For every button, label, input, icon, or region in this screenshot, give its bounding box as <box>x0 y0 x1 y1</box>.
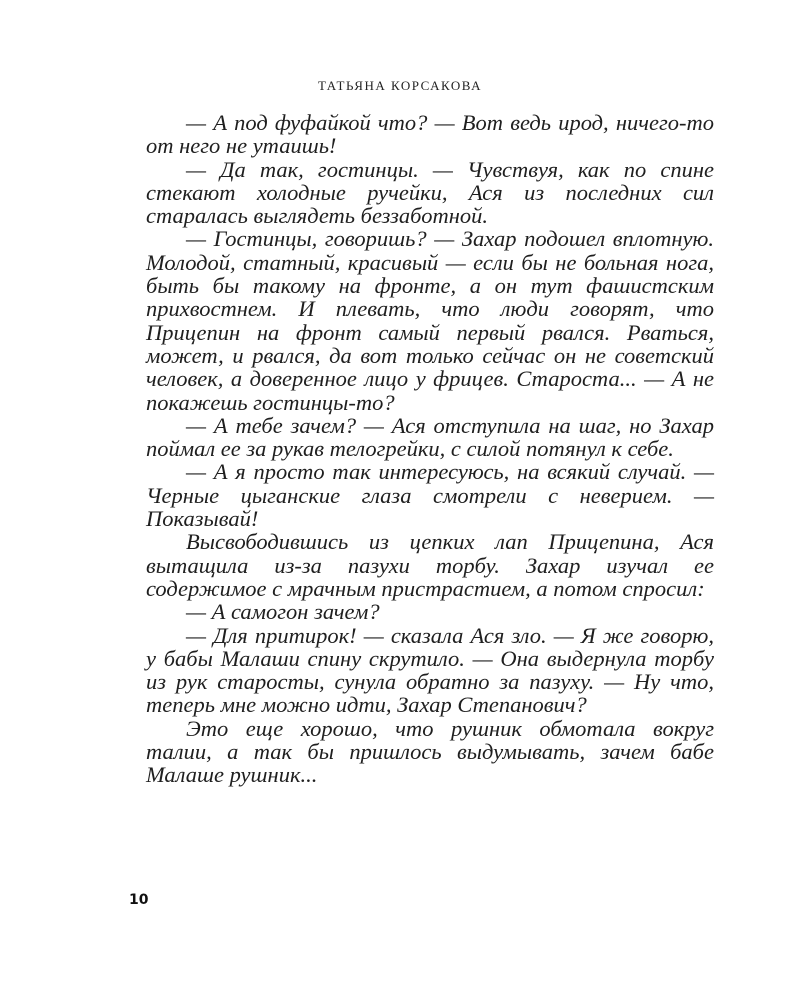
paragraph: Это еще хорошо, что рушник обмотала вокруг талии, а так бы пришлось выдумывать, зачем бабе Малаше рушник... <box>146 715 714 788</box>
running-head-author: ТАТЬЯНА КОРСАКОВА <box>318 78 482 93</box>
paragraph: — А самогон зачем? <box>186 599 380 625</box>
paragraph: — Гостинцы, говоришь? — Захар подошел вплотную. Молодой, статный, красивый — если бы не больная нога, быть бы такому на фронте, а он тут фашистским прихвостнем. И плевать, что люди говорят, что Прицепин на фронт самый первый рвался. Рваться, может, и рвался, да вот только сейчас он не советский человек, а доверенное лицо у фрицев. Староста... — А не покажешь гостинцы-то? <box>146 226 714 415</box>
paragraph: — А под фуфайкой что? — Вот ведь ирод, ничего-то от него не утаишь! <box>146 110 714 159</box>
paragraph: — А я просто так интересуюсь, на всякий случай. — Черные цыганские глаза смотрели с неверием. — Показывай! <box>146 459 714 532</box>
page-number: 10 <box>129 892 149 908</box>
paragraph: — Да так, гостинцы. — Чувствуя, как по спине стекают холодные ручейки, Ася из последних сил старалась выглядеть беззаботной. <box>146 156 714 229</box>
paragraph: Высвободившись из цепких лап Прицепина, Ася вытащила из-за пазухи торбу. Захар изучал ее содержимое с мрачным пристрастием, а потом спросил: <box>146 529 714 601</box>
body-text <box>146 111 714 787</box>
paragraph: — А тебе зачем? — Ася отступила на шаг, но Захар поймал ее за рукав телогрейки, с силой потянул к себе. <box>146 412 714 462</box>
paragraph: — Для притирок! — сказала Ася зло. — Я же говорю, у бабы Малаши спину скрутило. — Она выдернула торбу из рук старосты, сунула обратно за пазуху. — Ну что, теперь мне можно идти, Захар Степанович? <box>146 622 714 718</box>
